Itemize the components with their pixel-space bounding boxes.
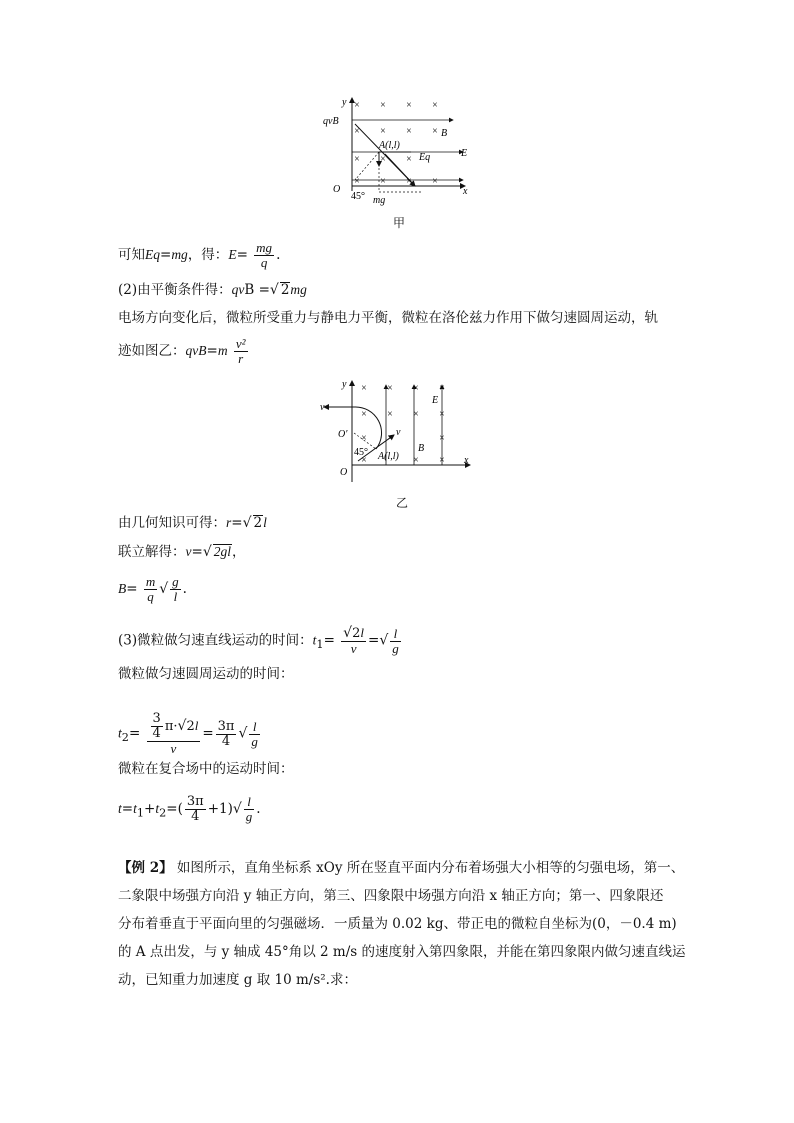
text-line-9: 微粒做匀速圆周运动的时间： [118, 666, 294, 682]
figure-yi-diagram [318, 377, 478, 487]
figure-jia-caption: 甲 [393, 216, 406, 230]
svg-text:×: × [354, 100, 360, 111]
text-line-5: 由几何知识可得：r=√ 2l [118, 515, 267, 531]
figure-yi-caption: 乙 [396, 496, 409, 510]
text-line-7: B= $\frac{m}{q}$ √ $\frac{g}{l}$ . [118, 574, 187, 604]
svg-text:×: × [406, 154, 412, 165]
svg-text:×: × [439, 409, 445, 420]
svg-text:×: × [387, 433, 393, 444]
example-line-2: 二象限中场强方向沿 y 轴正方向，第三、四象限中场强方向沿 x 轴正方向；第一、四象限还 [118, 888, 664, 904]
svg-text:×: × [361, 383, 367, 394]
svg-text:×: × [432, 126, 438, 137]
text-line-11: 微粒在复合场中的运动时间： [118, 761, 294, 777]
label-o: O [333, 184, 341, 195]
fraction-3pi-4: $\frac{3\pi}{4}$ [217, 718, 235, 749]
svg-text:×: × [406, 126, 412, 137]
figure-jia-diagram [315, 96, 485, 206]
text-line-2: (2)由平衡条件得：qvB =√ 2mg [118, 282, 307, 298]
fraction-3pi-4-b: $\frac{3\pi}{4}$ [186, 794, 204, 824]
label-a: A(l,l) [378, 451, 399, 462]
fraction-m-q: $\frac{m}{q}$ [145, 574, 156, 604]
svg-text:×: × [387, 409, 393, 420]
svg-text:×: × [380, 126, 386, 137]
svg-text:×: × [432, 100, 438, 111]
svg-text:×: × [432, 176, 438, 187]
example-line-5: 动，已知重力加速度 g 取 10 m/s².求： [118, 972, 357, 988]
label-angle: 45° [354, 447, 368, 458]
label-a: A(l,l) [379, 140, 400, 151]
fraction-t2: $\frac{3}{4}$ π·√2l v [147, 712, 201, 756]
svg-text:×: × [380, 100, 386, 111]
label-b: B [418, 443, 425, 454]
fraction-root2l-v: $\frac{√2l}{v}$ [343, 625, 364, 656]
svg-text:×: × [413, 409, 419, 420]
svg-text:×: × [380, 176, 386, 187]
example-tag: 【例 2】 [118, 860, 173, 876]
svg-text:×: × [361, 455, 367, 466]
text-line-3: 电场方向变化后，微粒所受重力与静电力平衡，微粒在洛伦兹力作用下做匀速圆周运动，轨 [118, 310, 658, 326]
label-angle: 45° [351, 191, 365, 202]
svg-text:×: × [439, 455, 445, 466]
svg-text:×: × [439, 383, 445, 394]
example-line-4: 的 A 点出发，与 y 轴成 45°角以 2 m/s 的速度射入第四象限，并能在第四象限内做匀速直线运 [118, 944, 686, 960]
example-line-3: 分布着垂直于平面向里的匀强磁场．一质量为 0.02 kg、带正电的微粒自坐标为(0，－0.4 m) [118, 916, 677, 932]
label-o-prime: O′ [338, 429, 348, 440]
text-line-12: $t=t_1+t_2=$( $\frac{3\pi}{4}$ +1)√ $\frac{l}{g}$ . [118, 794, 261, 824]
svg-text:×: × [354, 176, 360, 187]
svg-text:×: × [413, 383, 419, 394]
label-eq: Eq [419, 152, 431, 163]
svg-text:×: × [354, 126, 360, 137]
label-e: E [432, 395, 439, 406]
fraction-v2-r: $\frac{\text{v²}}{r}$ [235, 336, 246, 366]
svg-text:×: × [380, 154, 386, 165]
label-mg: mg [373, 195, 386, 206]
fraction-l-g-2: $\frac{l}{g}$ [251, 718, 258, 749]
svg-text:×: × [406, 176, 412, 187]
figure-jia [315, 96, 485, 206]
label-qvb: qvB [323, 116, 339, 127]
svg-text:×: × [406, 100, 412, 111]
text-line-8: (3)微粒做匀速直线运动的时间：$t_1=$ $\frac{√2l}{v}$ =√ $\frac{l}{g}$ [118, 625, 399, 656]
label-v-right: v [396, 427, 401, 438]
text-line-6: 联立解得：v=√ 2gl， [118, 544, 246, 560]
fraction-mg-q: $\frac{mg}{q}$ [256, 240, 273, 270]
figure-yi [318, 377, 478, 487]
example-line-1: 【例 2】 如图所示，直角坐标系 xOy 所在竖直平面内分布着场强大小相等的匀强电场，第一、 [118, 860, 685, 876]
svg-text:×: × [361, 433, 367, 444]
label-x: x [464, 455, 469, 466]
svg-text:×: × [361, 409, 367, 420]
fraction-l-g-3: $\frac{l}{g}$ [245, 794, 253, 824]
text-line-10: $t_2=$ $\frac{3}{4}$ π·√2l v = $\frac{3\pi}{4}$ √ $\frac{l}{g}$ [118, 711, 258, 756]
label-e: E [461, 148, 468, 159]
text-line-4: 迹如图乙：qvB=m $\frac{\text{v²}}{r}$ [118, 336, 246, 366]
fraction-l-g: $\frac{l}{g}$ [392, 625, 399, 656]
label-x: x [463, 186, 468, 197]
label-b: B [441, 128, 448, 139]
label-v-left: v [320, 402, 325, 413]
fraction-g-l: $\frac{g}{l}$ [172, 574, 179, 604]
label-y: y [342, 379, 347, 390]
svg-text:×: × [413, 455, 419, 466]
text-line-1: 可知Eq=mg，得：E= $\frac{mg}{q}$ . [118, 240, 281, 270]
svg-text:×: × [387, 383, 393, 394]
label-o: O [340, 467, 348, 478]
svg-text:×: × [439, 433, 445, 444]
svg-text:×: × [354, 154, 360, 165]
label-y: y [342, 97, 347, 108]
